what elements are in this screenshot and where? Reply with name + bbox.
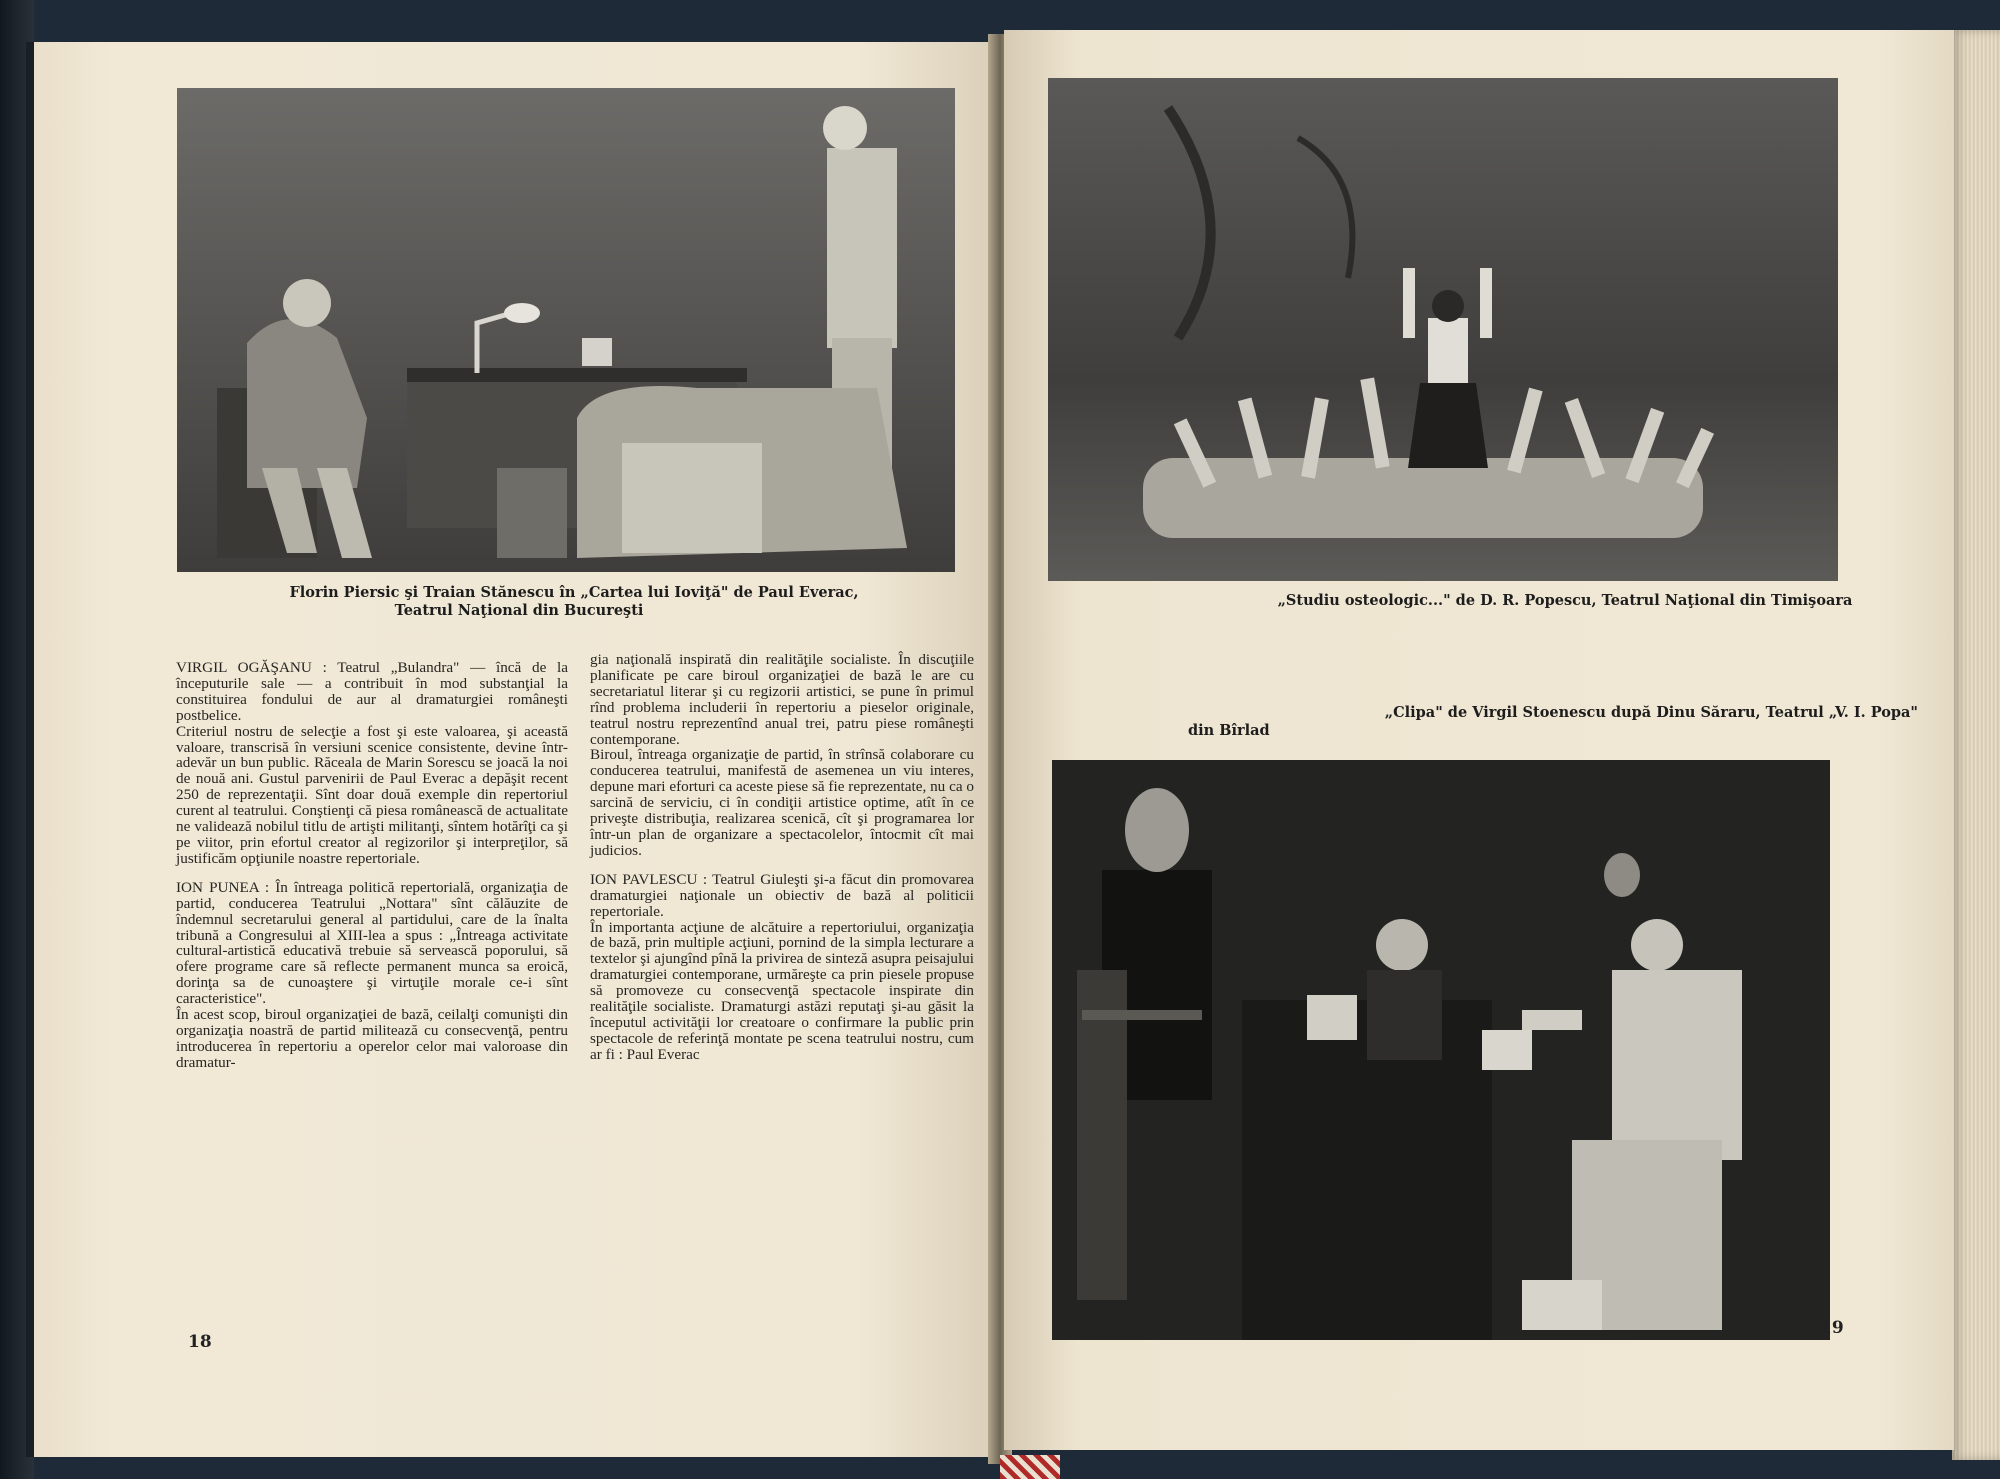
- paragraph: ION PAVLESCU : Teatrul Giuleşti şi-a făcut din promovarea dramaturgiei naţionale un obiectiv de bază al politicii repertoriale.: [590, 870, 974, 920]
- page-number-left: 18: [188, 1332, 212, 1352]
- paragraph: Criteriul nostru de selecţie a fost şi este valoarea, şi această valoare, transcrisă în versiuni scenice consistente, devine într-adevăr un bun public. Răceala de Marin Sorescu se joacă la noi de nouă ani. Gustul parvenirii de Paul Everac a depăşit recent 250 de reprezentaţii. Sînt doar două exemple din repertoriul curent al teatrului. Conştienţi că piesa românească de actualitate ne validează nobilul titlu de artişti militanţi, sîntem hotărîţi ca şi pe viitor, prin efortul creator al regizorilor şi interpreţilor, să justificăm opţiunile noastre repertoriale.: [176, 722, 568, 867]
- photo-caption-top-right: „Studiu osteologic..." de D. R. Popescu, Teatrul Naţional din Timişoara: [1277, 592, 1853, 609]
- photo-caption-bottom-right: [1188, 704, 1918, 740]
- book-page-edges: [1952, 30, 2000, 1460]
- caption-line-2: din Bîrlad: [1188, 722, 1270, 739]
- bookmark-ribbon: [1000, 1455, 1060, 1479]
- text-column-1: [176, 660, 568, 1071]
- left-page: [26, 42, 1004, 1457]
- paragraph: Biroul, întreaga organizaţie de partid, în strînsă colaborare cu conducerea teatrului, manifestă de asemenea un viu interes, depune mari eforturi ca aceste piese să fie reprezentate, nu ca o sarcină de serviciu, ci în condiţii artistice optime, atît în ce priveşte distribuţia, realizarea scenică, cît şi programarea lor într-un plan de organizare a spectacolelor, întocmit cît mai judicios.: [590, 746, 974, 859]
- paragraph: ION PUNEA : În întreaga politică repertorială, organizaţia de partid, conducerea Teatrului „Nottara" sînt călăuzite de îndemnul secretarului general al partidului, care de la înalta tribună a Congresului al XIII-lea a spus : „Întreaga activitate cultural-artistică educativă trebuie să servească poporului, să ofere programe care să reflecte permanent munca sa eroică, dorinţa sa de cunoaştere şi virtuţile morale ce-i sînt caracteristice".: [176, 878, 568, 1008]
- paragraph: VIRGIL OGĂŞANU : Teatrul „Bulandra" — încă de la începuturile sale — a contribuit în mod substanţial la constituirea fondului de aur al dramaturgiei româneşti postbelice.: [176, 659, 568, 724]
- paragraph: gia naţională inspirată din realităţile socialiste. În discuţiile planificate pe care biroul organizaţiei de bază le are cu secretariatul literar şi cu regizorii artistici, se pune în primul rînd problema includerii în repertoriu a pieselor originale, teatrul nostru reprezentînd anual trei, patru piese româneşti contemporane.: [590, 651, 974, 748]
- text-column-2: [590, 652, 974, 1063]
- photo-cartea-lui-iovita: [177, 88, 955, 572]
- caption-line-1: „Clipa" de Virgil Stoenescu după Dinu Săraru, Teatrul „V. I. Popa": [1384, 704, 1918, 721]
- page-number-right: 19: [1820, 1318, 1844, 1338]
- photo-caption-left: [214, 584, 934, 620]
- paragraph: În acest scop, biroul organizaţiei de bază, ceilalţi comunişti din organizaţia noastră de partid militează cu consecvenţă, pentru introducerea în repertoriu a operelor celor mai valoroase din dramatur-: [176, 1006, 568, 1071]
- right-page: [1004, 30, 1954, 1450]
- photo-studiu-osteologic: [1048, 78, 1838, 581]
- caption-line-2: Teatrul Naţional din Bucureşti: [394, 602, 644, 619]
- photo-clipa: [1052, 760, 1830, 1340]
- caption-line-1: Florin Piersic şi Traian Stănescu în „Cartea lui Ioviţă" de Paul Everac,: [289, 584, 859, 601]
- paragraph: În importanta acţiune de alcătuire a repertoriului, organizaţia de bază, prin multiple acţiuni, pornind de la simpla lecturare a textelor şi ajungînd pînă la privirea de sinteză asupra peisajului dramaturgiei contemporane, urmăreşte ca prin piesele propuse să promoveze cu consecvenţă spectacole inspirate din realităţile socialiste. Dramaturgi astăzi reputaţi şi-au găsit la începutul activităţii lor creatoare o confirmare la public prin spectacole de referinţă montate pe scena teatrului nostru, cum ar fi : Paul Everac: [590, 918, 974, 1063]
